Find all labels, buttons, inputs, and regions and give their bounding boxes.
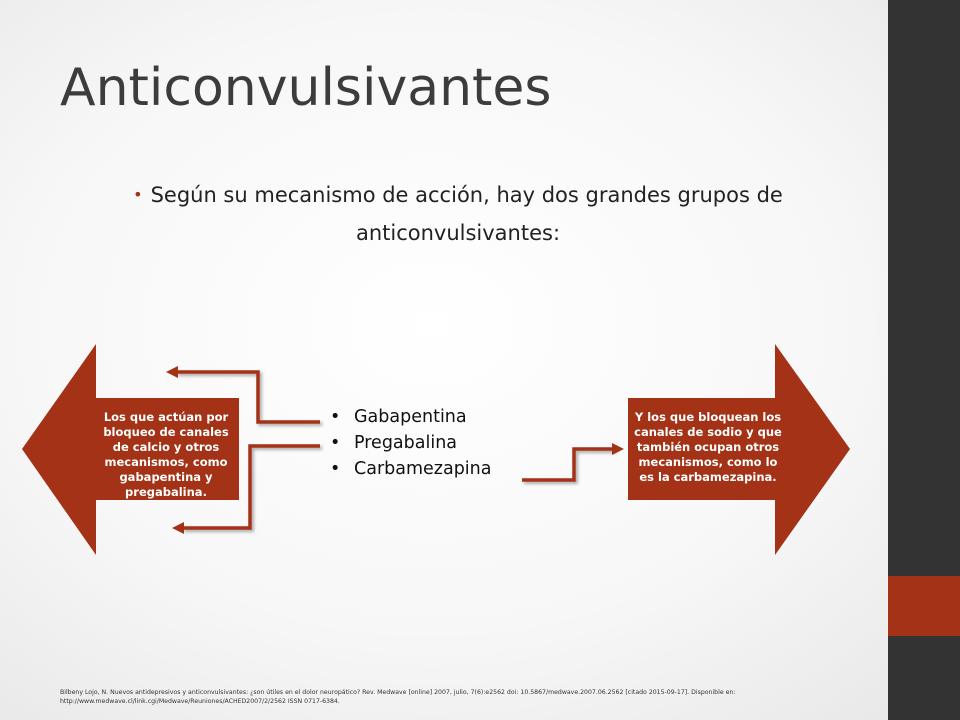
right-group-text: Y los que bloquean los canales de sodio y que también ocupan otros mecanismos, como lo es la carbamezapina. — [634, 410, 782, 484]
connector-right-arrowhead — [612, 443, 624, 455]
connector-upper-left-arrowhead — [166, 366, 178, 378]
intro-text: Según su mecanismo de acción, hay dos grandes grupos de anticonvulsivantes: — [150, 183, 783, 245]
left-group-text: Los que actúan por bloqueo de canales de calcio y otros mecanismos, como gabapentina y pregabalina. — [103, 410, 229, 499]
slide-title: Anticonvulsivantes — [60, 58, 552, 118]
connector-lower-left-arrowhead — [172, 522, 184, 534]
drug-item-carbamezapina: • Carbamezapina — [330, 456, 491, 482]
drug-item-gabapentina: • Gabapentina — [330, 404, 491, 430]
drug-list — [330, 404, 491, 482]
drug-item-pregabalina: • Pregabalina — [330, 430, 491, 456]
sidebar-accent — [888, 576, 960, 636]
bullet-icon: • — [133, 185, 143, 204]
citation-text: Bilbeny Lojo, N. Nuevos antidepresivos y anticonvulsivantes: ¿son útiles en el dolor neuropático? Rev. Medwave [online] 2007, julio, 7(6):e2562 doi: 10.5867/medwave.2007.06.2562 [citado 2015-09-17]. Disponible en: http://www.medwave.cl/link.cgi/Medwave/Reuniones/ACHED2007/2/2562 ISSN 0717-6384. — [60, 689, 736, 705]
connector-right — [522, 449, 614, 480]
